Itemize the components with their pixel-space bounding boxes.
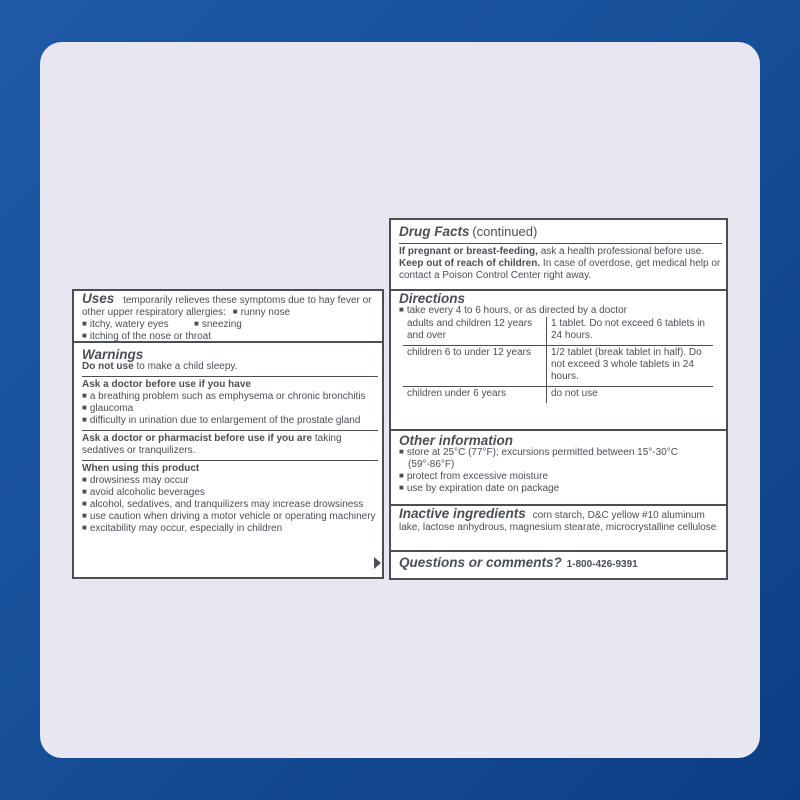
drug-facts-heading: Drug Facts — [399, 224, 470, 239]
other-info-heading: Other information — [399, 433, 513, 448]
questions-heading: Questions or comments? — [399, 555, 562, 570]
table-row — [403, 317, 713, 346]
dose-cell: 1 tablet. Do not exceed 6 tablets in 24 hours. — [551, 318, 705, 341]
symptom-itching-nose: ■ itching of the nose or throat — [82, 331, 211, 342]
ask-doctor-item: ■ difficulty in urination due to enlargement of the prostate gland — [82, 415, 378, 427]
phone-number: 1-800-426-9391 — [566, 559, 638, 570]
when-using-label: When using this product — [82, 463, 200, 474]
drug-facts-left-panel — [72, 289, 384, 579]
directions-section — [391, 291, 726, 431]
ask-doctor-label: Ask a doctor before use if you have — [82, 379, 251, 390]
uses-heading: Uses — [82, 291, 115, 306]
pregnant-text: ask a health professional before use. — [540, 246, 705, 257]
when-using-item: ■ alcohol, sedatives, and tranquilizers may increase drowsiness — [82, 499, 378, 511]
other-info-item: ■ store at 25°C (77°F); excursions permitted between 15°-30°C (59°-86°F) — [399, 447, 722, 471]
divider — [82, 430, 378, 431]
dosage-table — [403, 317, 713, 403]
symptom-itchy-eyes: ■ itchy, watery eyes — [82, 319, 194, 331]
keep-out-label: Keep out of reach of children. — [399, 258, 541, 269]
ask-pharmacist-label: Ask a doctor or pharmacist before use if you are — [82, 433, 313, 444]
continue-arrow-icon — [374, 557, 381, 569]
when-using-item: ■ avoid alcoholic beverages — [82, 487, 378, 499]
warnings-section — [74, 343, 382, 538]
inactive-ingredients-section — [391, 506, 726, 552]
other-info-section — [391, 431, 726, 506]
drug-facts-continued: (continued) — [472, 224, 538, 239]
when-using-item: ■ drowsiness may occur — [82, 475, 378, 487]
divider — [82, 460, 378, 461]
table-row — [403, 387, 713, 404]
drug-facts-header-section — [391, 220, 726, 291]
ask-pharmacist-text: taking sedatives or tranquilizers. — [82, 433, 342, 456]
ask-doctor-item: ■ glaucoma — [82, 403, 378, 415]
drug-facts-right-panel — [389, 218, 728, 580]
when-using-item: ■ excitability may occur, especially in children — [82, 523, 378, 535]
divider — [399, 243, 722, 244]
inactive-heading: Inactive ingredients — [399, 506, 526, 521]
when-using-item: ■ use caution when driving a motor vehicle or operating machinery — [82, 511, 378, 523]
age-cell: adults and children 12 years and over — [403, 317, 547, 346]
symptom-sneezing: ■ sneezing — [194, 319, 242, 330]
divider — [82, 376, 378, 377]
dose-cell: 1/2 tablet (break tablet in half). Do not exceed 3 whole tablets in 24 hours. — [547, 346, 714, 387]
questions-section — [391, 552, 726, 574]
age-cell: children 6 to under 12 years — [403, 346, 547, 387]
do-not-use-label: Do not use — [82, 361, 134, 372]
dose-cell: do not use — [547, 387, 714, 404]
pregnant-label: If pregnant or breast-feeding, — [399, 246, 538, 257]
other-info-item: ■ use by expiration date on package — [399, 483, 722, 495]
directions-heading: Directions — [399, 291, 466, 306]
table-row — [403, 346, 713, 387]
other-info-item: ■ protect from excessive moisture — [399, 471, 722, 483]
ask-doctor-item: ■ a breathing problem such as emphysema or chronic bronchitis — [82, 391, 378, 403]
directions-intro: ■ take every 4 to 6 hours, or as directed by a doctor — [399, 305, 722, 317]
uses-section — [74, 291, 382, 343]
uses-intro: temporarily relieves these symptoms due to hay fever or other upper respiratory allergies: — [82, 295, 372, 318]
do-not-use-text: to make a child sleepy. — [136, 361, 238, 372]
keep-out-text: In case of overdose, get medical help or contact a Poison Control Center right away. — [399, 258, 721, 281]
warnings-heading: Warnings — [82, 347, 144, 362]
symptom-runny-nose: ■ runny nose — [233, 307, 290, 318]
inactive-text: corn starch, D&C yellow #10 aluminum lake, lactose anhydrous, magnesium stearate, microcrystalline cellulose — [399, 510, 717, 533]
age-cell: children under 6 years — [403, 387, 547, 404]
